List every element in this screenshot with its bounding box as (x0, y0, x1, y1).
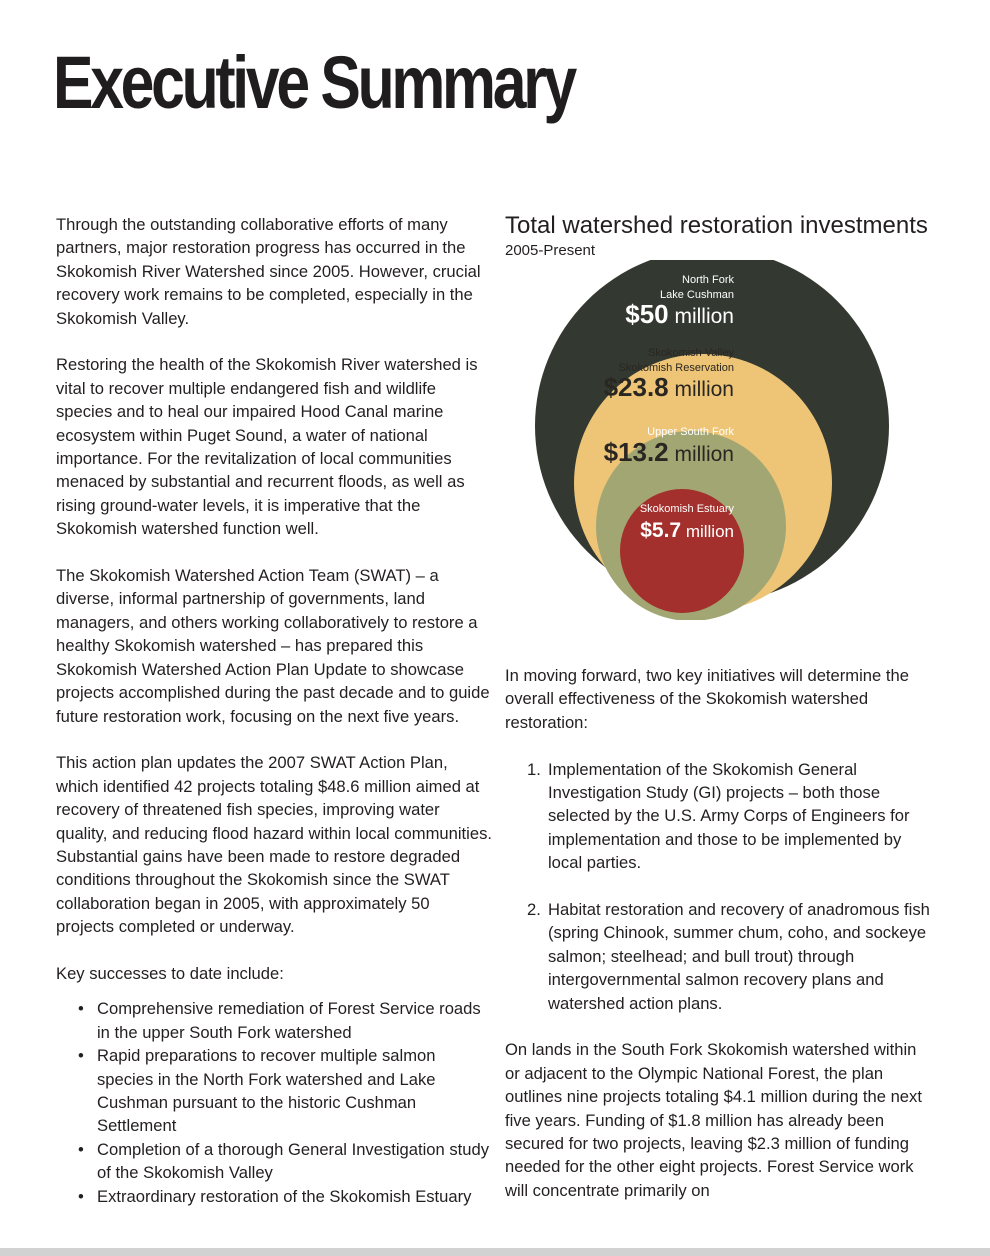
swat-paragraph: The Skokomish Watershed Action Team (SWAT) – a diverse, informal partnership of governments, land managers, and others working collaboratively to restore a healthy Skokomish watershed – has prepared this Skokomish Watershed Action Plan Update to showcase projects accomplished during the past decade and to guide future restoration work, focusing on the next five years. (56, 566, 490, 726)
item-text: Implementation of the Skokomish General Investigation Study (GI) projects – both those selected by the U.S. Army Corps of Engineers for implementation and those to be implemented by local parties. (548, 759, 910, 873)
right-column (505, 664, 935, 1226)
item-text: Habitat restoration and recovery of anadromous fish (spring Chinook, summer chum, coho, and sockeye salmon; steelhead; and bull trout) through intergovernmental salmon recovery plans and watershed action plans. (548, 900, 930, 1013)
list-item: • Comprehensive remediation of Forest Service roads in the upper South Fork watershed (56, 997, 492, 1044)
list-item (505, 898, 935, 1015)
page-title: Executive Summary (53, 41, 575, 124)
intro-paragraph: Through the outstanding collaborative efforts of many partners, major restoration progress has occurred in the Skokomish River Watershed since 2005. However, crucial recovery work remains to be completed, especially in the Skokomish Valley. (56, 215, 481, 328)
north-fork-label: Lake Cushman (660, 289, 734, 301)
initiatives-list (505, 758, 935, 1015)
skokomish-valley-label: Skokomish Valley (648, 347, 734, 359)
north-fork-value-label: $50 million (625, 299, 734, 329)
item-number: 2. (527, 900, 541, 920)
skokomish-valley-label: Skokomish Reservation (618, 362, 734, 374)
left-column (56, 213, 492, 1208)
chart-subtitle: 2005-Present (505, 242, 596, 259)
upper-south-fork-label: Upper South Fork (647, 426, 734, 438)
list-item (505, 758, 935, 875)
skokomish-valley-value-label: $23.8 million (603, 372, 734, 402)
north-fork-label: North Fork (682, 274, 734, 286)
key-successes-list (56, 997, 492, 1208)
list-item: • Rapid preparations to recover multiple salmon species in the North Fork watershed and Lake Cushman pursuant to the historic Cushman Settlement (56, 1044, 492, 1138)
watershed-health-paragraph: Restoring the health of the Skokomish River watershed is vital to recover multiple endangered fish and wildlife species and to heal our impaired Hood Canal marine ecosystem within Puget Sound, a water of national importance. For the revitalization of local communities menaced by substantial and recurrent floods, as well as rising ground-water levels, it is imperative that the Skokomish watershed function well. (56, 355, 478, 539)
funding-paragraph: On lands in the South Fork Skokomish watershed within or adjacent to the Olympic National Forest, the plan outlines nine projects totaling $4.1 million during the next five years. Funding of $1.8 million has already been secured for two projects, leaving $2.3 million of funding needed for the other eight projects. Forest Service work will concentrate primarily on (505, 1040, 922, 1200)
action-plan-paragraph: This action plan updates the 2007 SWAT Action Plan, which identified 42 projects totaling $48.6 million aimed at recovery of threatened fish species, improving water quality, and reducing flood hazard within local communities. Substantial gains have been made to restore degraded conditions throughout the Skokomish since the SWAT collaboration began in 2005, with approximately 50 projects completed or underway. (56, 753, 492, 937)
skokomish-estuary-label: Skokomish Estuary (639, 503, 734, 515)
upper-south-fork-value-label: $13.2 million (603, 437, 734, 467)
item-number: 1. (527, 759, 541, 779)
page-bottom-bar (0, 1248, 990, 1256)
key-successes-intro: Key successes to date include: (56, 963, 284, 983)
initiatives-intro: In moving forward, two key initiatives will determine the overall effectiveness of the Skokomish watershed restoration: (505, 666, 909, 732)
skokomish-estuary-value-label: $5.7 million (640, 519, 734, 542)
list-item: • Extraordinary restoration of the Skokomish Estuary (56, 1185, 492, 1208)
list-item: • Completion of a thorough General Investigation study of the Skokomish Valley (56, 1138, 492, 1185)
investment-circles-chart (490, 260, 910, 620)
chart-title: Total watershed restoration investments (505, 212, 928, 239)
